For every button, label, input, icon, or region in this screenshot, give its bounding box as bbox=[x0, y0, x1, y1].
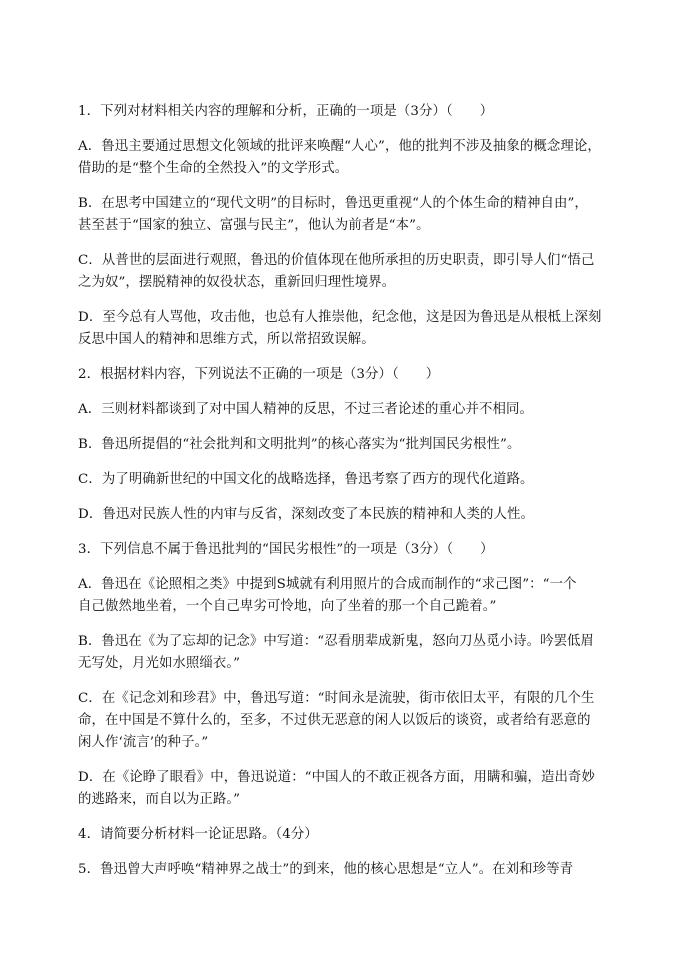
question-4-stem: 4．请简要分析材料一论证思路。（4分） bbox=[78, 827, 318, 842]
question-5-stem: 5．鲁迅曾大声呼唤“精神界之战士”的到来，他的核心思想是“立人”。在刘和珍等青 bbox=[78, 862, 574, 877]
question-2-stem: 2．根据材料内容，下列说法不正确的一项是（3分）（ ） bbox=[78, 367, 440, 382]
question-2-option-a: A．三则材料都谈到了对中国人精神的反思，不过三者论述的重心并不相同。 bbox=[78, 402, 533, 417]
question-1-option-b: B．在思考中国建立的“现代文明”的目标时，鲁迅更重视“人的个体生命的精神自由”， 甚至甚于“国家的独立、富强与民主”，他认为前者是“本”。 bbox=[78, 196, 588, 233]
question-3-option-d: D．在《论睁了眼看》中，鲁迅说道：“中国人的不敢正视各方面，用瞒和骗，造出奇妙 的逃路来，而自以为正路。” bbox=[78, 770, 595, 807]
question-2-option-d: D．鲁迅对民族人性的内审与反省，深刻改变了本民族的精神和人类的人性。 bbox=[78, 507, 535, 522]
question-1-stem: 1．下列对材料相关内容的理解和分析，正确的一项是（3分）（ ） bbox=[78, 104, 494, 119]
question-1-option-d: D．至今总有人骂他，攻击他，也总有人推崇他，纪念他，这是因为鲁迅是从根柢上深刻 反思中国人的精神和思维方式，所以常招致误解。 bbox=[78, 310, 602, 347]
question-3-stem: 3．下列信息不属于鲁迅批判的“国民劣根性”的一项是（3分）（ ） bbox=[78, 542, 494, 557]
question-3-option-b: B．鲁迅在《为了忘却的记念》中写道：“忍看朋辈成新鬼，怒向刀丛觅小诗。吟罢低眉 无写处，月光如水照缁衣。” bbox=[78, 634, 595, 671]
question-1-option-c: C．从普世的层面进行观照，鲁迅的价值体现在他所承担的历史职责，即引导人们“悟己 之为奴”，摆脱精神的奴役状态，重新回归理性境界。 bbox=[78, 253, 595, 290]
question-3-option-c: C．在《记念刘和珍君》中，鲁迅写道：“时间永是流驶，街市依旧太平，有限的几个生 命，在中国是不算什么的，至多，不过供无恶意的闲人以饭后的谈资，或者给有恶意的 闲人作‘流言’的种子。” bbox=[78, 691, 595, 750]
question-2-option-b: B．鲁迅所提倡的“社会批判和文明批判”的核心落实为“批判国民劣根性”。 bbox=[78, 437, 521, 452]
question-3-option-a: A．鲁迅在《论照相之类》中提到S城就有利用照片的合成而制作的“求己图”：“一个 自己傲然地坐着，一个自己卑劣可怜地，向了坐着的那一个自己跪着。” bbox=[78, 577, 577, 614]
question-2-option-c: C．为了明确新世纪的中国文化的战略选择，鲁迅考察了西方的现代化道路。 bbox=[78, 472, 534, 487]
question-1-option-a: A．鲁迅主要通过思想文化领域的批评来唤醒“人心”，他的批判不涉及抽象的概念理论， 借助的是“整个生命的全然投入”的文学形式。 bbox=[78, 139, 601, 176]
